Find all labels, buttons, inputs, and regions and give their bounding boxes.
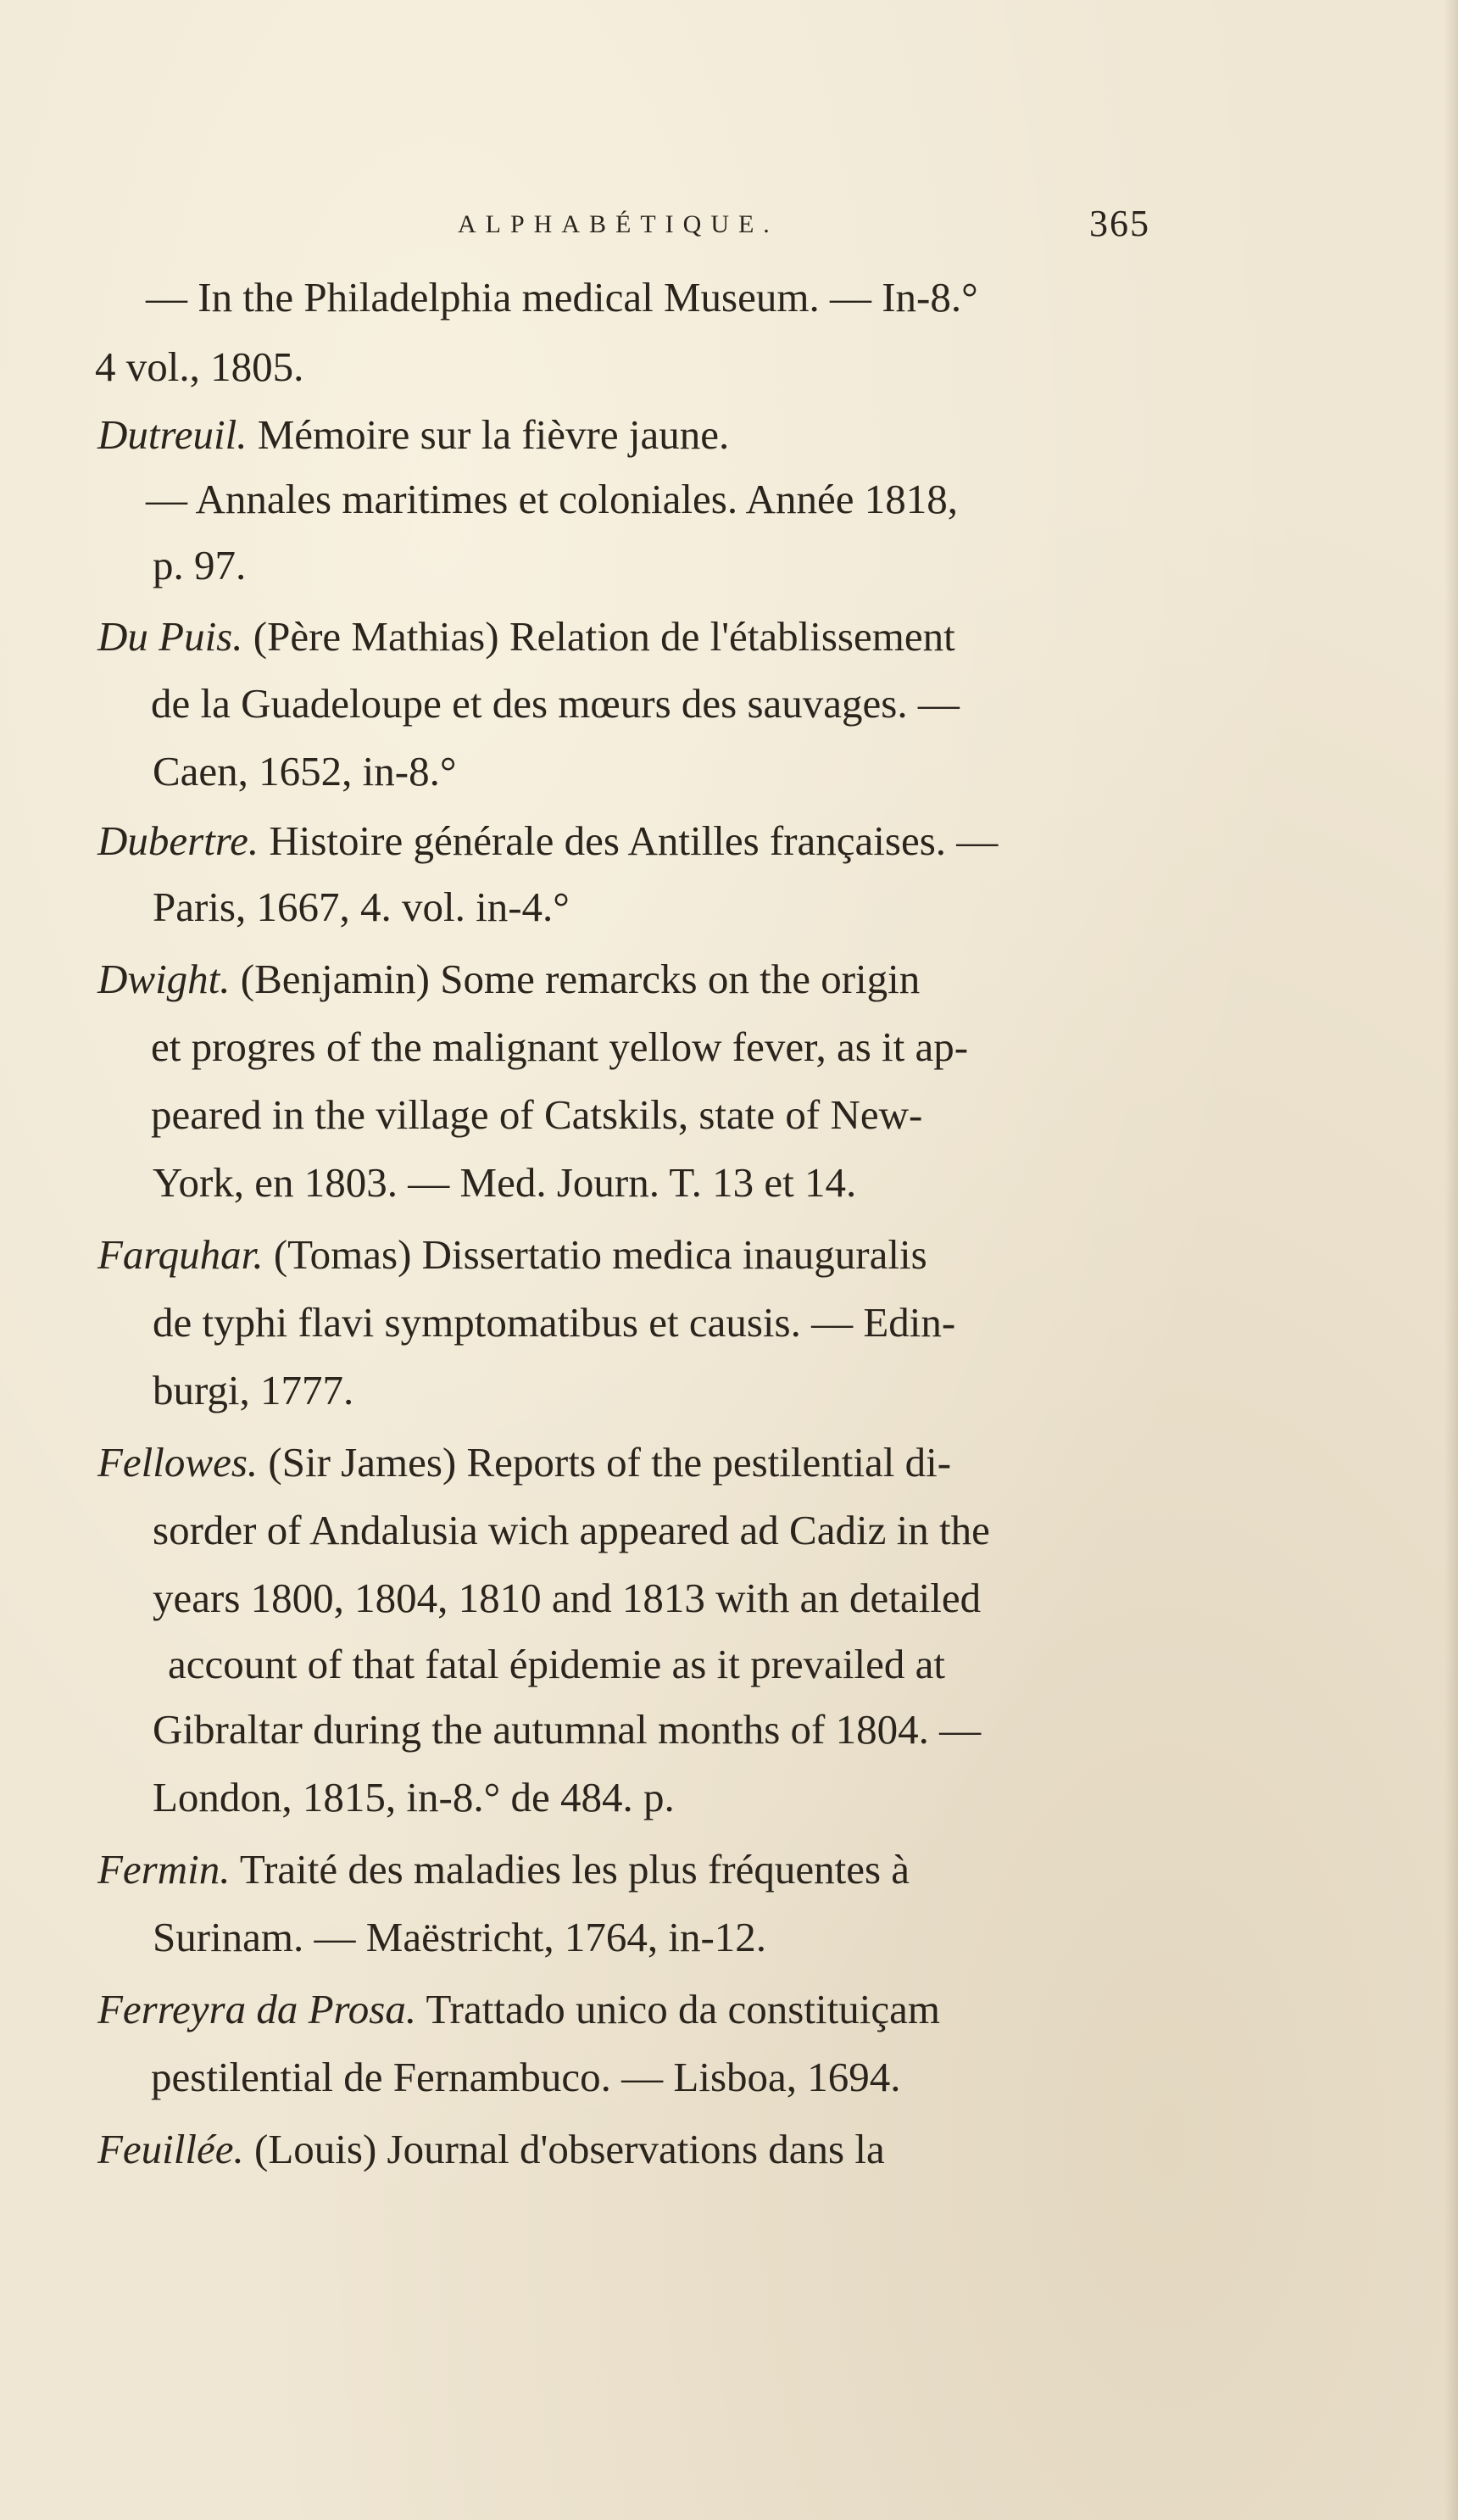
text-line: sorder of Andalusia wich appeared ad Cadiz in the	[153, 1507, 990, 1553]
text-line: Gibraltar during the autumnal months of 1804. —	[153, 1706, 982, 1753]
text-line: years 1800, 1804, 1810 and 1813 with an detailed	[153, 1575, 982, 1621]
page-edge-shadow	[1444, 0, 1458, 2520]
text-line: — Annales maritimes et coloniales. Année 1818,	[146, 476, 959, 522]
entry-line: Feuillée. (Louis) Journal d'observations dans la	[97, 2126, 885, 2172]
text-line: peared in the village of Catskils, state of New-	[151, 1091, 923, 1138]
entry-author: Du Puis.	[97, 613, 243, 660]
running-head: ALPHABÉTIQUE.	[458, 210, 779, 238]
page-number: 365	[1089, 203, 1150, 244]
entry-author: Fermin.	[97, 1846, 231, 1893]
entry-line: Fermin. Traité des maladies les plus fréquentes à	[97, 1846, 910, 1893]
text-line: pestilential de Fernambuco. — Lisboa, 1694.	[151, 2054, 901, 2100]
text-line: burgi, 1777.	[153, 1367, 354, 1413]
entry-line: Dwight. (Benjamin) Some remarcks on the origin	[97, 956, 921, 1002]
text-line: account of that fatal épidemie as it prevailed at	[168, 1641, 945, 1687]
entry-author: Ferreyra da Prosa.	[97, 1986, 417, 2032]
text-line: de typhi flavi symptomatibus et causis. — Edin-	[153, 1299, 956, 1346]
entry-line: Fellowes. (Sir James) Reports of the pestilential di-	[97, 1439, 952, 1486]
text-line: et progres of the malignant yellow fever, as it ap-	[151, 1023, 969, 1070]
entry-line: Dubertre. Histoire générale des Antilles françaises. —	[97, 817, 999, 864]
entry-line: Farquhar. (Tomas) Dissertatio medica inauguralis	[97, 1231, 927, 1278]
text-line: de la Guadeloupe et des mœurs des sauvages. —	[151, 680, 960, 727]
entry-line: Du Puis. (Père Mathias) Relation de l'établissement	[97, 613, 955, 660]
entry-author: Dwight.	[97, 956, 231, 1002]
entry-line: Dutreuil. Mémoire sur la fièvre jaune.	[97, 411, 730, 458]
text-line: London, 1815, in-8.° de 484. p.	[153, 1774, 675, 1820]
entry-line: Ferreyra da Prosa. Trattado unico da constituiçam	[97, 1986, 940, 2032]
text-line: 4 vol., 1805.	[95, 343, 304, 390]
entry-author: Fellowes.	[97, 1439, 259, 1486]
text-line: York, en 1803. — Med. Journ. T. 13 et 14.	[153, 1159, 857, 1206]
entry-author: Feuillée.	[97, 2126, 244, 2172]
text-line: p. 97.	[153, 542, 247, 588]
text-line: — In the Philadelphia medical Museum. — In-8.°	[146, 274, 978, 321]
entry-author: Farquhar.	[97, 1231, 264, 1278]
entry-author: Dubertre.	[97, 817, 259, 864]
text-line: Surinam. — Maëstricht, 1764, in-12.	[153, 1914, 767, 1960]
text-line: Paris, 1667, 4. vol. in-4.°	[153, 884, 570, 930]
text-line: Caen, 1652, in-8.°	[153, 748, 457, 794]
entry-author: Dutreuil.	[97, 411, 248, 458]
